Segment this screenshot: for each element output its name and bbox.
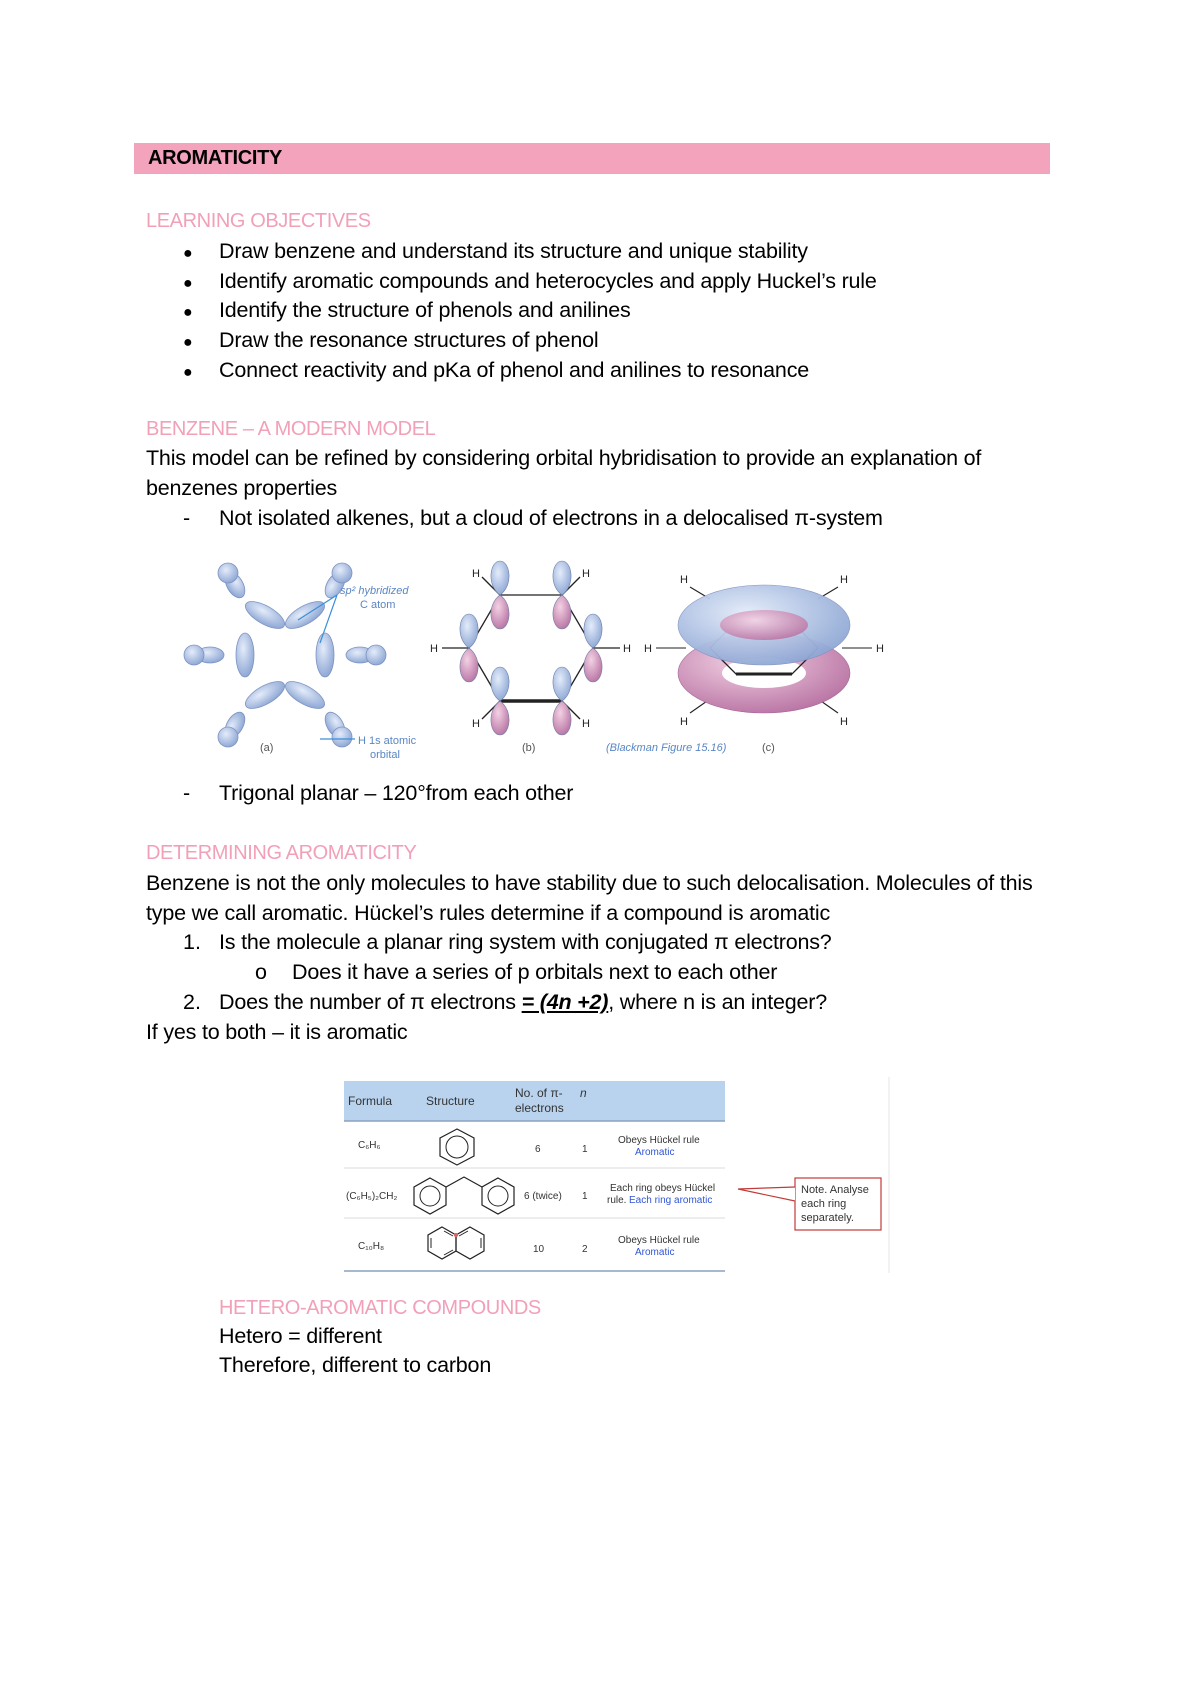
electrons-cell: 10 [533, 1244, 545, 1255]
caption-c: (c) [762, 742, 775, 754]
note-cell: rule. [607, 1195, 627, 1206]
benzene-structure [440, 1129, 474, 1165]
huckel-rule-1-sub: Does it have a series of p orbitals next to each other [292, 960, 778, 984]
table-header: electrons [515, 1101, 564, 1115]
objective-item: Identify the structure of phenols and anilines [219, 298, 631, 322]
table-header: n [580, 1086, 587, 1100]
aromatic-conclusion: If yes to both – it is aromatic [146, 1020, 408, 1044]
formula-cell: C₆H₆ [358, 1140, 381, 1151]
callout-line: each ring [801, 1198, 847, 1210]
bullet-icon: ● [183, 304, 193, 321]
h-label: H [430, 643, 438, 655]
benzene-structure [414, 1178, 446, 1214]
benzene-dash-point: Trigonal planar – 120°from each other [219, 781, 574, 805]
huckel-rule-2 [219, 990, 827, 1015]
n-cell: 1 [582, 1144, 588, 1155]
caption-b: (b) [522, 742, 536, 754]
list-marker: 2. [183, 990, 201, 1014]
benzene-orbital-figure [180, 555, 890, 760]
highlight-dot [454, 1233, 458, 1237]
sigma-framework-diagram [184, 563, 417, 760]
page-title: AROMATICITY [134, 143, 1050, 174]
methylene-bridge [446, 1177, 482, 1187]
note-cell: Each ring obeys Hückel [610, 1183, 716, 1194]
orbital-label: orbital [370, 749, 400, 760]
caption-source: (Blackman Figure 15.16) [606, 742, 727, 754]
huckel-rule-1: Is the molecule a planar ring system with conjugated π electrons? [219, 930, 832, 954]
h-label: H [472, 568, 480, 580]
h-label: H [680, 574, 688, 586]
hetero-line: Therefore, different to carbon [219, 1353, 492, 1377]
benzene-ring-circle [446, 1136, 468, 1158]
electrons-cell: 6 [535, 1144, 541, 1155]
benzene-ring-circle [420, 1186, 440, 1206]
caption-a: (a) [260, 742, 274, 754]
n-cell: 1 [582, 1191, 588, 1202]
pi-cloud-diagram [644, 574, 884, 728]
objective-item: Draw the resonance structures of phenol [219, 328, 599, 352]
aromatic-label: Each ring aromatic [629, 1195, 713, 1206]
rule-2-text-post: , where n is an integer? [608, 990, 827, 1014]
objective-item: Connect reactivity and pKa of phenol and anilines to resonance [219, 358, 809, 382]
bullet-icon: ● [183, 364, 193, 381]
h-label: H [644, 643, 652, 655]
list-marker: 1. [183, 930, 201, 954]
benzene-model-heading: BENZENE – A MODERN MODEL [146, 418, 436, 440]
n-cell: 2 [582, 1244, 588, 1255]
note-cell: Obeys Hückel rule [618, 1135, 700, 1146]
p-orbital-diagram [430, 561, 631, 735]
h-label: H [472, 718, 480, 730]
h-label: H [582, 718, 590, 730]
electrons-cell: 6 (twice) [524, 1191, 562, 1202]
bullet-icon: ● [183, 245, 193, 262]
note-cell: Obeys Hückel rule [618, 1235, 700, 1246]
table-row [346, 1177, 715, 1214]
benzene-dash-point: Not isolated alkenes, but a cloud of electrons in a delocalised π-system [219, 506, 883, 530]
formula-cell: (C₆H₅)₂CH₂ [346, 1191, 398, 1202]
naphthalene-structure [428, 1227, 456, 1259]
bullet-icon: ● [183, 275, 193, 292]
objective-item: Draw benzene and understand its structure and unique stability [219, 239, 808, 263]
callout-line: Note. Analyse [801, 1184, 869, 1196]
naphthalene-structure [456, 1227, 484, 1259]
c-atom-label: C atom [360, 599, 396, 611]
aromatic-label: Aromatic [635, 1247, 675, 1258]
hetero-line: Hetero = different [219, 1324, 382, 1348]
formula-cell: C₁₀H₈ [358, 1241, 385, 1252]
benzene-model-paragraph: This model can be refined by considering orbital hybridisation to provide an explanation of benzenes properties [146, 446, 982, 500]
table-row [358, 1227, 700, 1259]
h1s-label: H 1s atomic [358, 735, 417, 747]
h-label: H [623, 643, 631, 655]
h-label: H [680, 716, 688, 728]
h-label: H [840, 716, 848, 728]
huckel-examples-table [340, 1075, 890, 1275]
hetero-aromatic-heading: HETERO-AROMATIC COMPOUNDS [219, 1297, 541, 1319]
h-label: H [840, 574, 848, 586]
h-label: H [876, 643, 884, 655]
callout-line: separately. [801, 1212, 854, 1224]
callout-note [738, 1178, 881, 1230]
table-header: No. of π- [515, 1086, 563, 1100]
table-header: Structure [426, 1094, 475, 1108]
bullet-icon: ● [183, 334, 193, 351]
rule-2-text-pre: Does the number of π electrons [219, 990, 522, 1014]
objective-item: Identify aromatic compounds and heterocycles and apply Huckel’s rule [219, 269, 877, 293]
learning-objectives-heading: LEARNING OBJECTIVES [146, 210, 371, 232]
dash-marker: - [183, 781, 191, 805]
benzene-ring-circle [488, 1186, 508, 1206]
sp2-label: sp² hybridized [340, 585, 409, 597]
determining-paragraph: Benzene is not the only molecules to have stability due to such delocalisation. Molecules of this type we call aromatic. Hückel’s rules determine if a compound is aromatic [146, 871, 1033, 925]
h-label: H [582, 568, 590, 580]
dash-marker: - [183, 506, 191, 530]
aromatic-label: Aromatic [635, 1147, 675, 1158]
table-row [358, 1129, 700, 1165]
table-header: Formula [348, 1094, 393, 1108]
benzene-structure [482, 1178, 514, 1214]
huckel-formula: = (4n +2) [521, 990, 609, 1014]
determining-aromaticity-heading: DETERMINING AROMATICITY [146, 842, 417, 864]
sub-marker: o [255, 960, 267, 984]
